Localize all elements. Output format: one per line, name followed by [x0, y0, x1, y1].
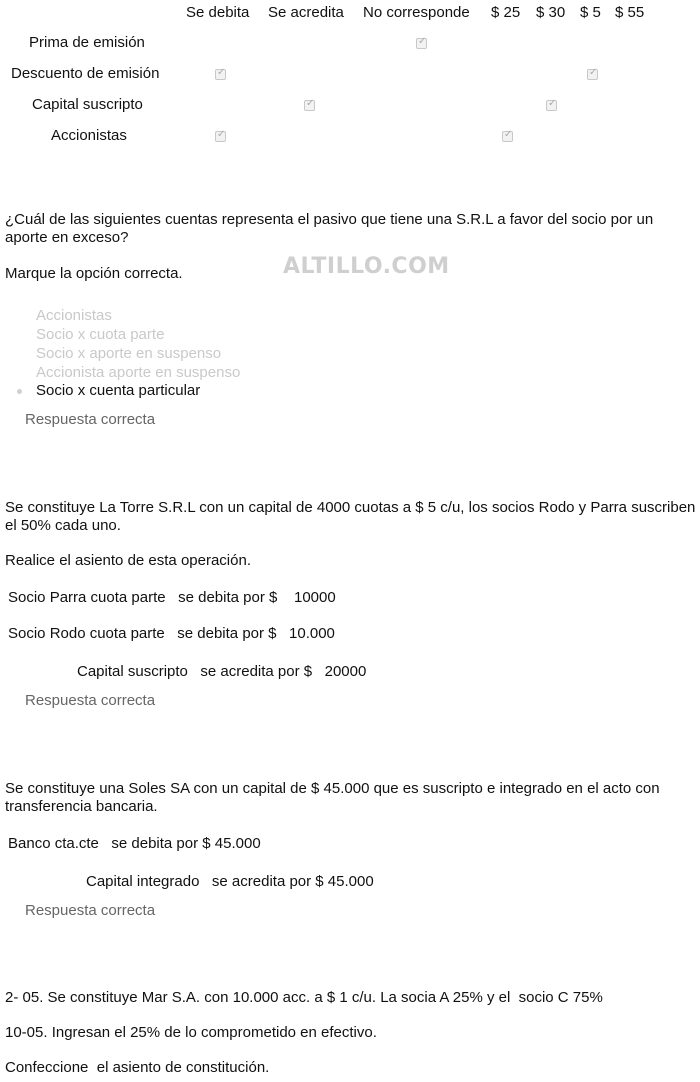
checkbox-checked-icon[interactable]: [587, 69, 598, 80]
row-label: Descuento de emisión: [11, 65, 160, 82]
entry-socio-rodo: Socio Rodo cuota parte se debita por $ 10.000: [8, 625, 335, 642]
row-label: Accionistas: [51, 127, 127, 144]
question-4-line-2: 10-05. Ingresan el 25% de lo comprometido en efectivo.: [5, 1024, 377, 1041]
entry-capital-suscripto: Capital suscripto se acredita por $ 20000: [77, 663, 367, 680]
checkbox-checked-icon[interactable]: [502, 131, 513, 142]
checkbox-checked-icon[interactable]: [546, 100, 557, 111]
header-5: $ 5: [580, 4, 601, 21]
question-4-line-3: Confeccione el asiento de constitución.: [5, 1059, 270, 1076]
checkbox-checked-icon[interactable]: [215, 131, 226, 142]
option-3[interactable]: Socio x aporte en suspenso: [36, 345, 222, 362]
question-1-instruction: Marque la opción correcta.: [5, 265, 183, 282]
header-se-debita: Se debita: [186, 4, 250, 21]
question-1-feedback: Respuesta correcta: [25, 411, 156, 428]
header-no-corresponde: No corresponde: [363, 4, 470, 21]
question-4-line-1: 2- 05. Se constituye Mar S.A. con 10.000 acc. a $ 1 c/u. La socia A 25% y el socio C 75%: [5, 989, 603, 1006]
question-2-feedback: Respuesta correcta: [25, 692, 156, 709]
question-3-feedback: Respuesta correcta: [25, 902, 156, 919]
checkbox-checked-icon[interactable]: [416, 38, 427, 49]
watermark-logo: ALTILLO.COM: [283, 254, 450, 279]
entry-socio-parra: Socio Parra cuota parte se debita por $ 10000: [8, 589, 336, 606]
entry-banco: Banco cta.cte se debita por $ 45.000: [8, 835, 261, 852]
header-30: $ 30: [536, 4, 566, 21]
radio-selected-icon[interactable]: [17, 389, 22, 394]
option-1[interactable]: Accionistas: [36, 307, 112, 324]
entry-capital-integrado: Capital integrado se acredita por $ 45.000: [86, 873, 374, 890]
option-4[interactable]: Accionista aporte en suspenso: [36, 364, 241, 381]
question-2-text: Se constituye La Torre S.R.L con un capital de 4000 cuotas a $ 5 c/u, los socios Rodo y Parra suscriben el 50% cada uno.: [5, 499, 696, 534]
question-1-text: ¿Cuál de las siguientes cuentas representa el pasivo que tiene una S.R.L a favor del socio por un aporte en exceso?: [5, 211, 654, 246]
header-se-acredita: Se acredita: [268, 4, 344, 21]
question-2-instruction: Realice el asiento de esta operación.: [5, 552, 251, 569]
checkbox-checked-icon[interactable]: [215, 69, 226, 80]
header-25: $ 25: [491, 4, 521, 21]
option-5-selected[interactable]: Socio x cuenta particular: [36, 382, 201, 399]
row-label: Capital suscripto: [32, 96, 143, 113]
row-label: Prima de emisión: [29, 34, 145, 51]
option-2[interactable]: Socio x cuota parte: [36, 326, 165, 343]
question-3-text: Se constituye una Soles SA con un capital de $ 45.000 que es suscripto e integrado en el acto con transferencia bancaria.: [5, 780, 660, 815]
checkbox-checked-icon[interactable]: [304, 100, 315, 111]
header-55: $ 55: [615, 4, 645, 21]
